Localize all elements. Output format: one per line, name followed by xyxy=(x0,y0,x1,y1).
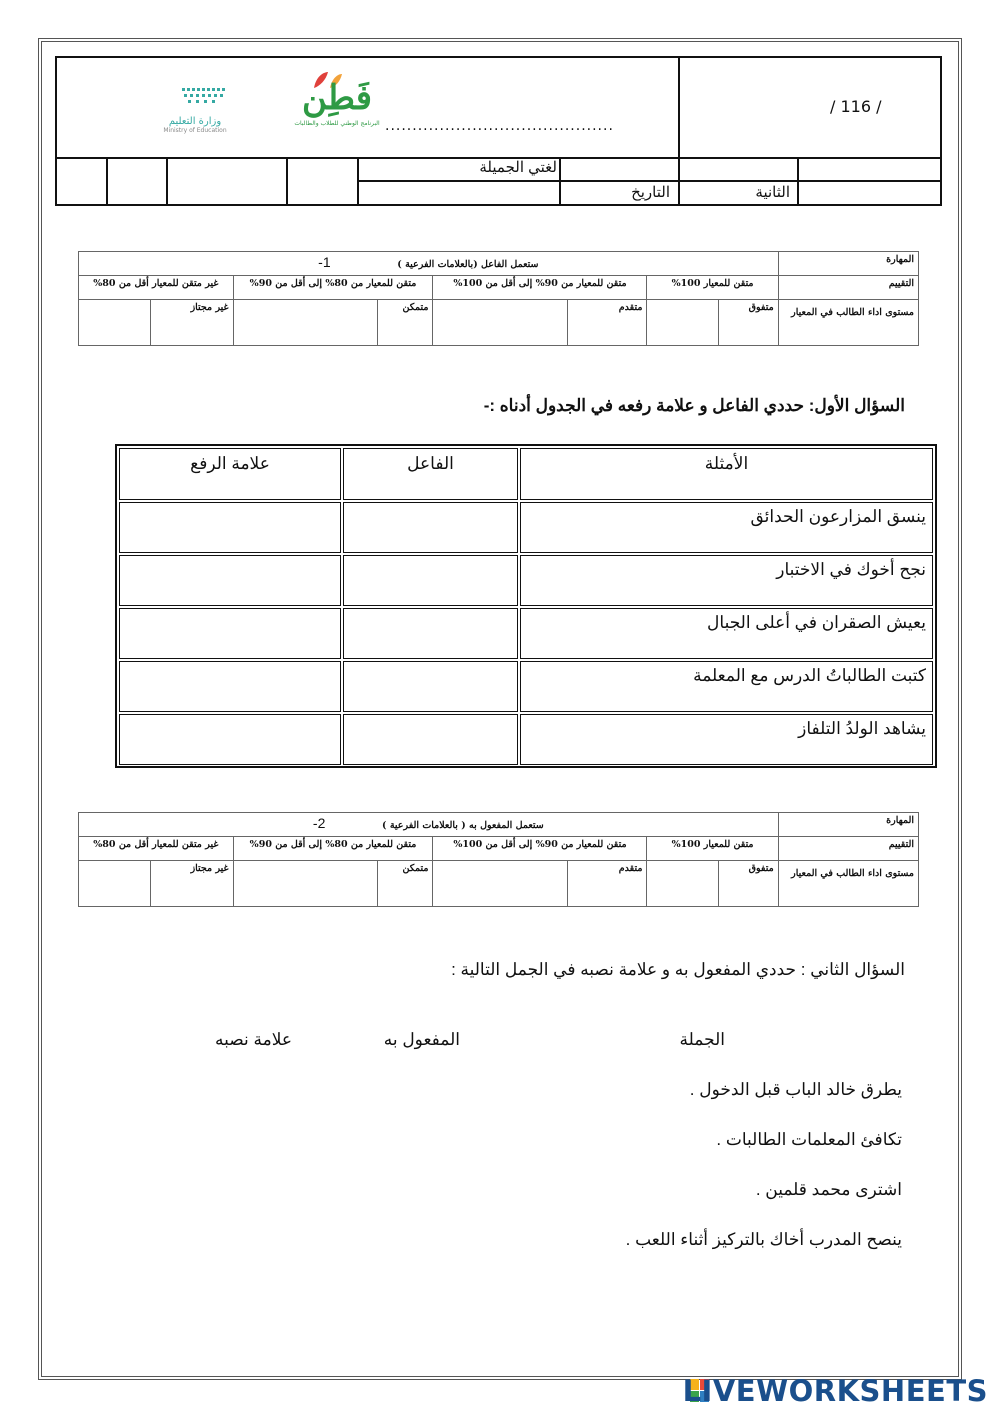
rating-box[interactable] xyxy=(433,300,567,346)
perf-label: مستوى اداء الطالب في المعيار xyxy=(778,300,918,346)
skill-label: المهارة xyxy=(778,813,918,837)
sentence-item: اشترى محمد قلمين . xyxy=(755,1180,902,1199)
level-80: متقن للمعيار من 80% إلى أقل من 90% xyxy=(233,276,433,300)
rating-box[interactable] xyxy=(79,861,151,907)
level-below-80: غير متقن للمعيار أقل من 80% xyxy=(79,276,234,300)
grade-label: الثانية xyxy=(755,184,790,201)
perf-label: مستوى اداء الطالب في المعيار xyxy=(778,861,918,907)
column-object: المفعول به xyxy=(383,1030,460,1049)
header-subject: الفاعل xyxy=(407,454,454,473)
answer-subject-cell[interactable] xyxy=(343,608,518,659)
date-label: التاريخ xyxy=(631,184,670,201)
table-header xyxy=(520,448,933,500)
fatin-logo xyxy=(292,70,382,132)
rating-box[interactable] xyxy=(79,300,151,346)
fatin-logo-text: فَطِن xyxy=(301,78,373,118)
answer-subject-cell[interactable] xyxy=(343,714,518,765)
subject-name: لغتي الجميلة xyxy=(479,159,557,176)
ministry-logo xyxy=(150,84,240,134)
table-row xyxy=(520,714,933,765)
rating-fail: غير مجتاز xyxy=(150,300,233,346)
example-sentence: نجح أخوك في الاختبار xyxy=(776,560,926,579)
table-row xyxy=(520,555,933,606)
skill-label: المهارة xyxy=(778,252,918,276)
example-sentence: يشاهد الولدُ التلفاز xyxy=(798,719,926,738)
level-below-80: غير متقن للمعيار أقل من 80% xyxy=(79,837,234,861)
fatin-logo-subtext: البرنامج الوطني للطلاب والطالبات xyxy=(294,120,380,127)
answer-mark-cell[interactable] xyxy=(119,714,341,765)
student-name-blank[interactable]: .......................................... xyxy=(385,118,614,134)
sentence-item: يطرق خالد الباب قبل الدخول . xyxy=(689,1080,902,1099)
skill-title xyxy=(79,813,779,837)
question-1-title: السؤال الأول: حددي الفاعل و علامة رفعه في الجدول أدناه :- xyxy=(483,396,905,415)
rating-proficient: متمكن xyxy=(377,300,433,346)
ministry-logo-icon xyxy=(150,84,240,112)
answer-subject-cell[interactable] xyxy=(343,661,518,712)
rating-box[interactable] xyxy=(647,300,719,346)
skill-number: 1- xyxy=(318,254,331,270)
rating-box[interactable] xyxy=(433,861,567,907)
level-100: متقن للمعيار 100% xyxy=(647,837,778,861)
question-1-table xyxy=(115,444,937,768)
answer-mark-cell[interactable] xyxy=(119,608,341,659)
skill-table-1 xyxy=(78,251,919,346)
answer-mark-cell[interactable] xyxy=(119,502,341,553)
skill-title-text: ستعمل المفعول به ( بالعلامات الفرعية ) xyxy=(382,820,544,831)
table-header xyxy=(119,448,341,500)
rating-box[interactable] xyxy=(647,861,719,907)
skill-number: 2- xyxy=(312,815,326,831)
rating-excellent: متفوق xyxy=(719,861,779,907)
table-header xyxy=(343,448,518,500)
answer-mark-cell[interactable] xyxy=(119,555,341,606)
skill-title-text: ستعمل الفاعل (بالعلامات الفرعية ) xyxy=(397,259,539,270)
level-90: متقن للمعيار من 90% إلى أقل من 100% xyxy=(433,837,647,861)
column-mark: علامة نصبه xyxy=(215,1030,292,1049)
header-examples: الأمثلة xyxy=(704,454,749,473)
answer-mark-cell[interactable] xyxy=(119,661,341,712)
level-90: متقن للمعيار من 90% إلى أقل من 100% xyxy=(433,276,647,300)
skill-title xyxy=(79,252,779,276)
rating-advanced: متقدم xyxy=(567,300,647,346)
sentence-item: تكافئ المعلمات الطالبات . xyxy=(716,1130,902,1149)
answer-subject-cell[interactable] xyxy=(343,555,518,606)
example-sentence: كتبت الطالباتُ الدرس مع المعلمة xyxy=(693,666,926,685)
example-sentence: يعيش الصقران في أعلى الجبال xyxy=(707,613,926,632)
column-sentence: الجملة xyxy=(679,1030,725,1049)
eval-label: التقييم xyxy=(778,276,918,300)
question-2-title: السؤال الثاني : حددي المفعول به و علامة نصبه في الجمل التالية : xyxy=(451,960,905,979)
skill-table-2 xyxy=(78,812,919,907)
header-mark: علامة الرفع xyxy=(190,454,270,473)
page-number: / 116 / xyxy=(830,97,882,116)
sentence-item: ينصح المدرب أخاك بالتركيز أثناء اللعب . xyxy=(625,1230,902,1249)
rating-advanced: متقدم xyxy=(567,861,647,907)
eval-label: التقييم xyxy=(778,837,918,861)
level-100: متقن للمعيار 100% xyxy=(647,276,778,300)
table-row xyxy=(520,502,933,553)
rating-box[interactable] xyxy=(233,300,377,346)
rating-excellent: متفوق xyxy=(719,300,779,346)
ministry-logo-text: وزارة التعليم xyxy=(168,116,222,127)
rating-box[interactable] xyxy=(233,861,377,907)
rating-fail: غير مجتاز xyxy=(150,861,233,907)
rating-proficient: متمكن xyxy=(377,861,433,907)
level-80: متقن للمعيار من 80% إلى أقل من 90% xyxy=(233,837,433,861)
ministry-logo-subtext: Ministry of Education xyxy=(163,127,227,134)
table-row xyxy=(520,608,933,659)
liveworksheets-brand: LIVEWORKSHEETS xyxy=(682,1374,988,1408)
example-sentence: ينسق المزارعون الحدائق xyxy=(750,507,926,526)
answer-subject-cell[interactable] xyxy=(343,502,518,553)
table-row xyxy=(520,661,933,712)
